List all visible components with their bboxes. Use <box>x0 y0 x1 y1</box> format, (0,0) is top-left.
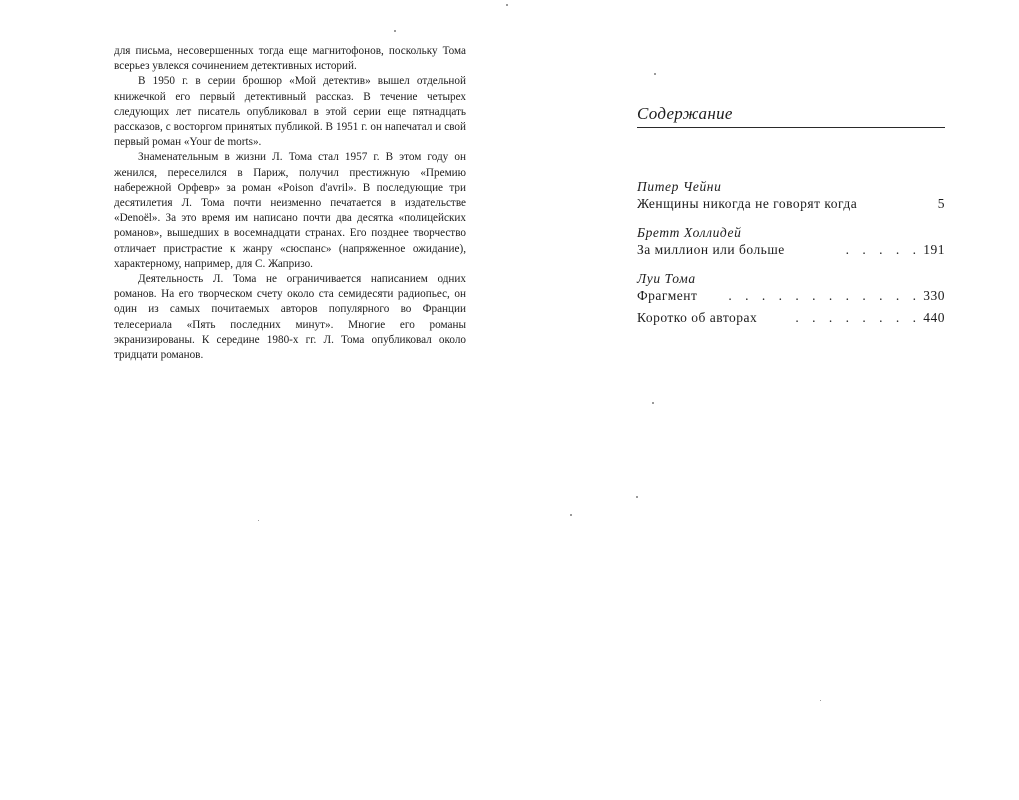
scan-speck <box>820 700 821 701</box>
left-page-text <box>114 44 466 363</box>
paragraph: В 1950 г. в серии брошюр «Мой детектив» вышел отдельной книжечкой его первый детективный рассказ. В течение четырех следующих лет писатель опубликовал в этой серии еще пятнадцать рассказов, с восторгом принятых публикой. В 1951 г. он напечатал и свой первый роман «Your de morts». <box>114 75 466 149</box>
toc-entry-author: Питер Чейни <box>637 179 722 194</box>
toc-entry-page: 5 <box>937 196 945 211</box>
toc-entry-title: Фрагмент <box>637 288 698 303</box>
toc-entry[interactable] <box>637 224 945 259</box>
scan-speck <box>652 402 654 404</box>
toc-entry-line <box>637 195 945 213</box>
toc-entry-author: Луи Тома <box>637 271 696 286</box>
scan-speck <box>394 30 396 32</box>
scan-speck <box>506 4 508 6</box>
toc-entry-page: 330 <box>923 288 945 303</box>
toc-entry-title: Коротко об авторах <box>637 310 758 325</box>
toc-entry-author: Бретт Холлидей <box>637 225 742 240</box>
toc-entry-line <box>637 287 945 305</box>
toc-leader-dots: . . . . . <box>845 242 921 257</box>
scan-speck <box>570 514 572 516</box>
toc-entry-title: Женщины никогда не говорят когда <box>637 196 858 211</box>
paragraph: Знаменательным в жизни Л. Тома стал 1957 г. В этом году он женился, переселился в Париж, получил престижную «Премию набережной Орфевр» за роман «Poison d'avril». В последующие три десятилетия Л. Тома почти неизменно печатается в издательстве «Denoël». За это время им написано почти два десятка «полицейских романов», вышедших в восемнадцати странах. Его позднее творчество отличает пристрастие к жанру «сюспанс» (напряженное ожидание), характерному, например, для С. Жапризо. <box>114 151 466 270</box>
toc-leader-dots: . . . . . . . . <box>795 310 921 325</box>
toc-entry-title: За миллион или больше <box>637 242 785 257</box>
toc-entry-line <box>637 241 945 259</box>
scan-speck <box>654 73 656 75</box>
toc-entry[interactable] <box>637 270 945 305</box>
toc-entry[interactable] <box>637 309 945 327</box>
scan-speck <box>258 520 259 521</box>
toc-leader-dots: . . . . . . . . . . . . <box>728 288 921 303</box>
toc-entry-page: 191 <box>923 242 945 257</box>
scan-speck <box>636 496 638 498</box>
paragraph: для письма, несовершенных тогда еще магнитофонов, поскольку Тома всерьез увлекся сочинением детективных историй. <box>114 45 466 73</box>
toc-title-rule <box>637 127 945 128</box>
paragraph: Деятельность Л. Тома не ограничивается написанием одних романов. На его творческом счету около ста семидесяти радиопьес, он один из самых почитаемых авторов популярного во Франции телесериала «Пять последних минут». Многие его романы экранизированы. К середине 1980-х гг. Л. Тома опубликовал около тридцати романов. <box>114 273 466 362</box>
toc-entry[interactable] <box>637 178 945 213</box>
toc-title: Содержание <box>637 104 733 123</box>
toc-entry-line <box>637 309 945 327</box>
toc-entry-page: 440 <box>923 310 945 325</box>
